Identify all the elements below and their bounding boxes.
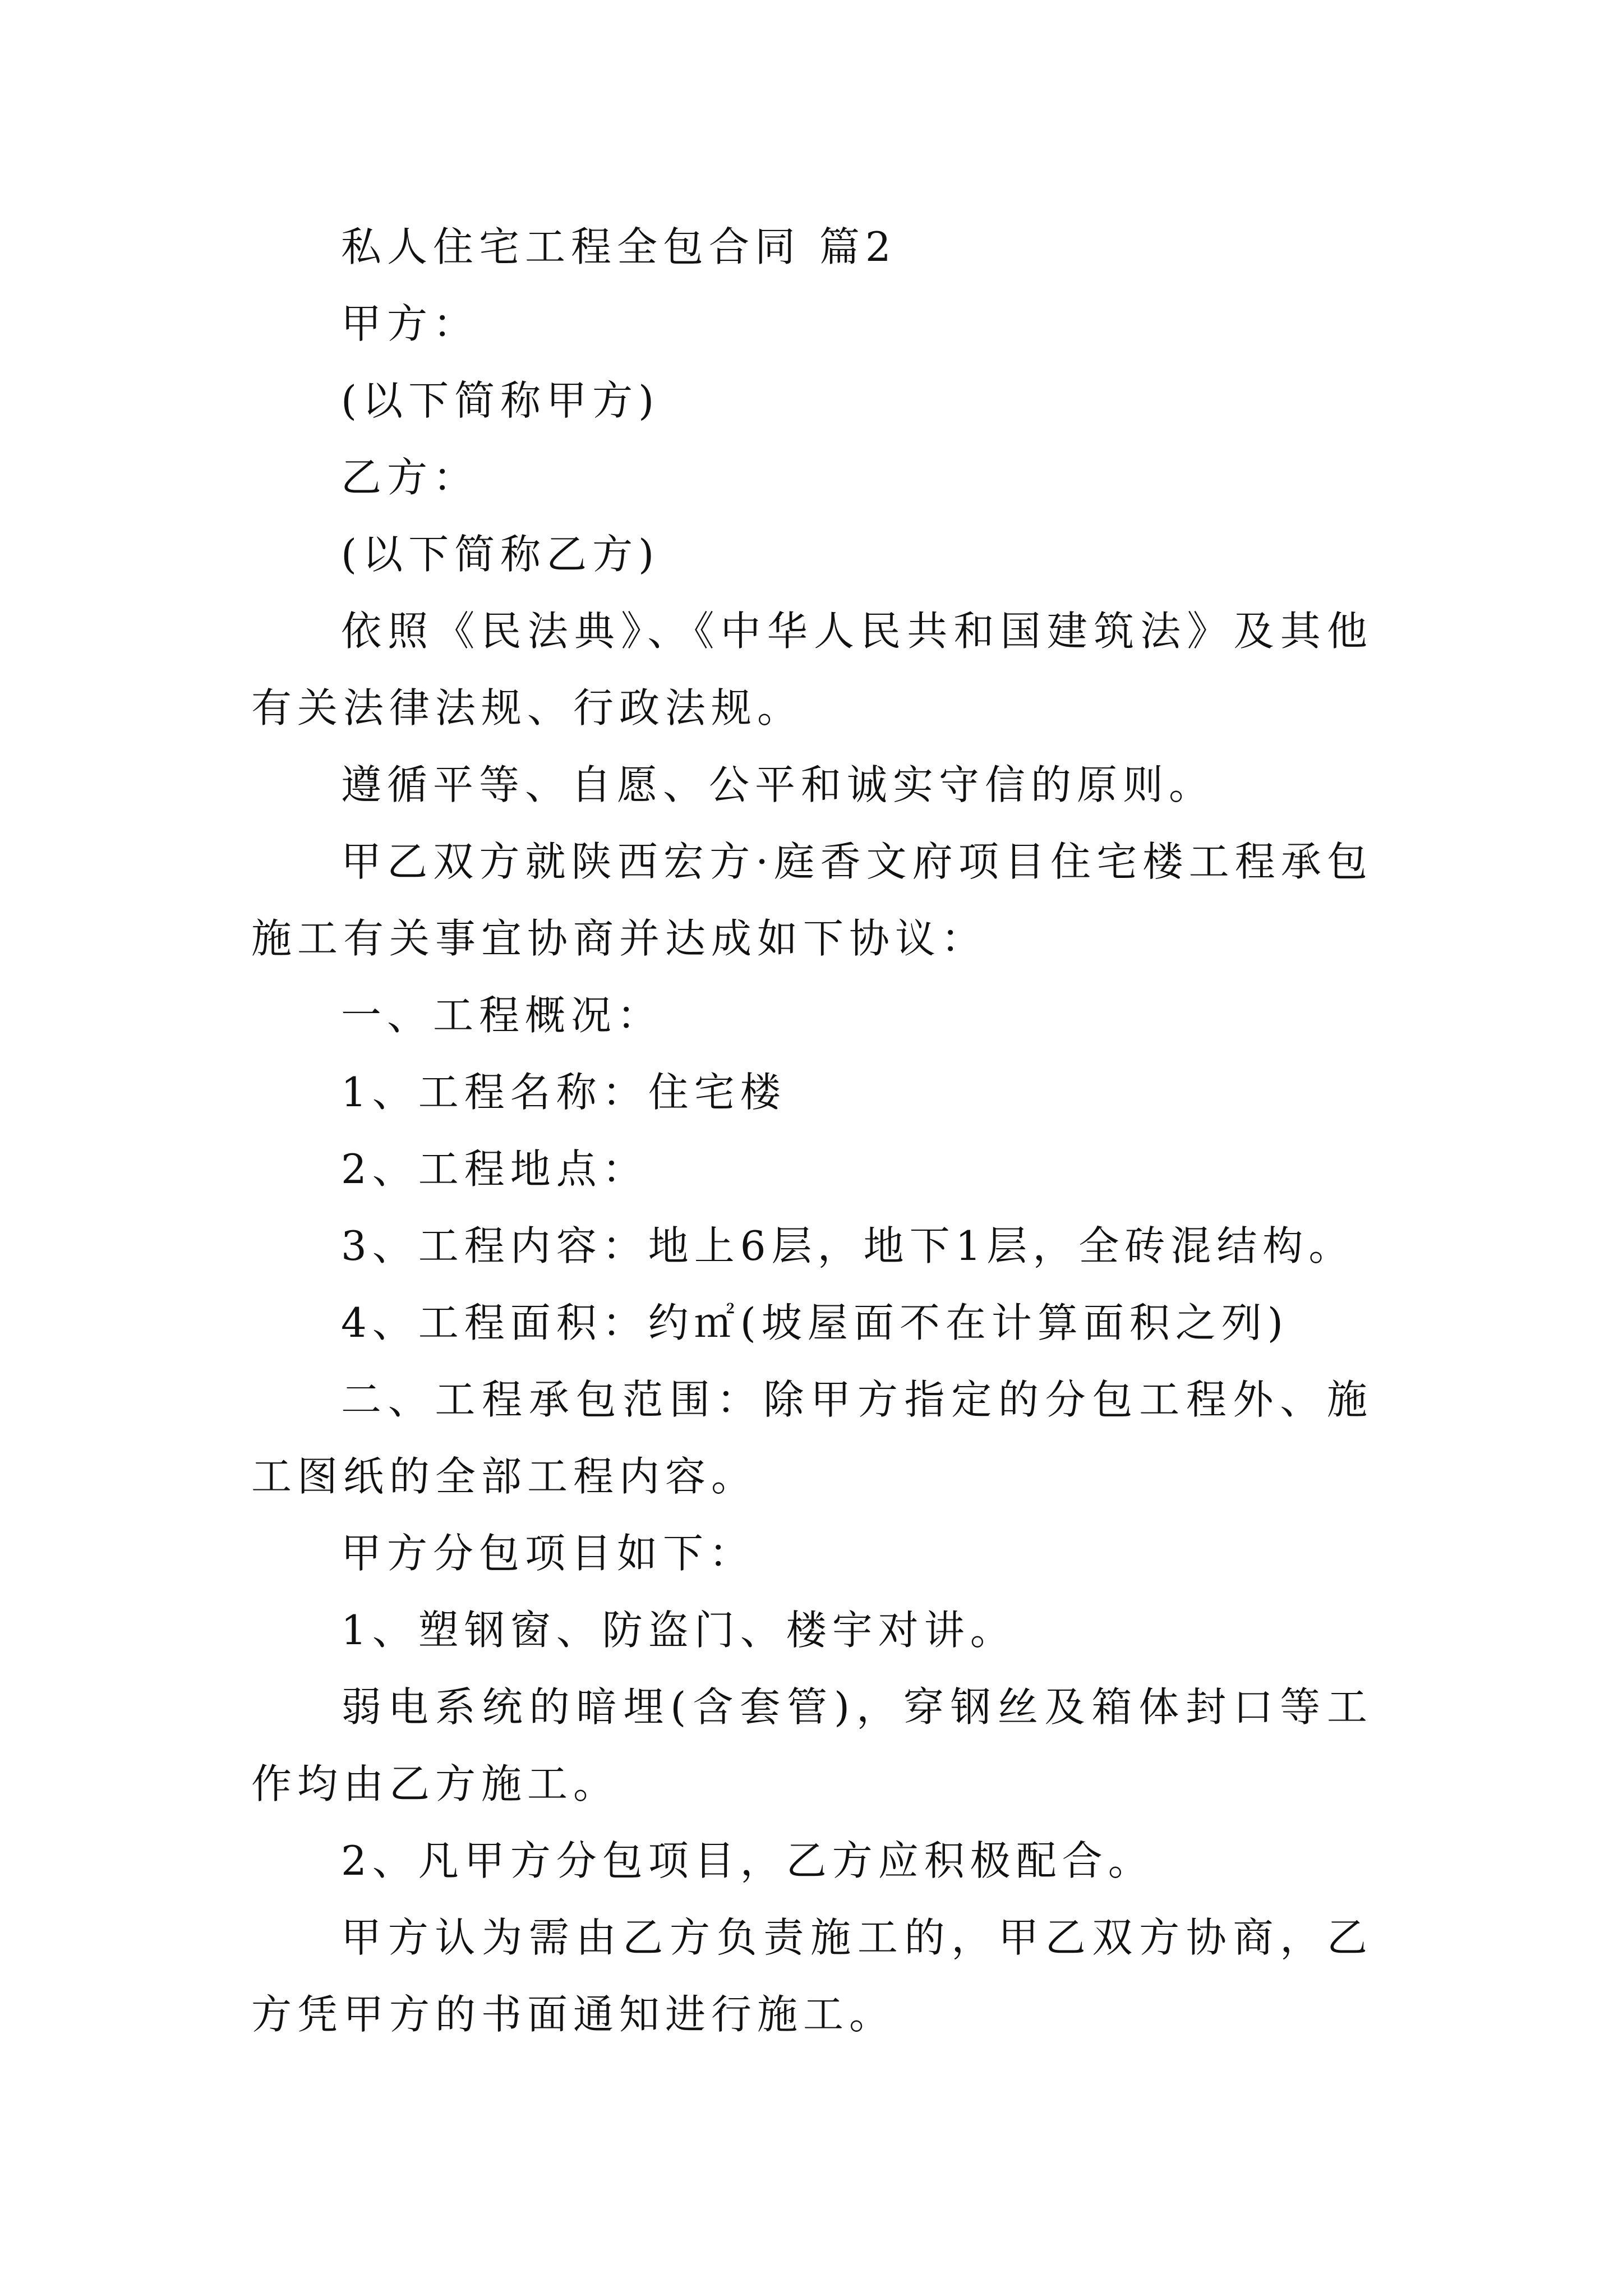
- project-name-item: 1、工程名称：住宅楼: [341, 1069, 786, 1116]
- section-heading-overview: 一、工程概况：: [341, 992, 663, 1039]
- principles-paragraph: 遵循平等、自愿、公平和诚实守信的原则。: [341, 761, 1215, 808]
- section-heading-scope: 二、工程承包范围：除甲方指定的分包工程外、施工图纸的全部工程内容。: [251, 1376, 1373, 1500]
- party-a-abbrev: (以下简称甲方): [341, 377, 660, 424]
- party-b-label: 乙方：: [341, 454, 479, 501]
- document-title: 私人住宅工程全包合同 篇2: [341, 223, 897, 270]
- party-b-abbrev: (以下简称乙方): [341, 531, 660, 578]
- subcontract-item-1: 1、塑钢窗、防盗门、楼宇对讲。: [341, 1607, 1016, 1654]
- party-a-label: 甲方：: [341, 300, 479, 347]
- written-notice-paragraph: 甲方认为需由乙方负责施工的，甲乙双方协商，乙方凭甲方的书面通知进行施工。: [251, 1914, 1373, 2038]
- subcontract-item-2: 2、凡甲方分包项目，乙方应积极配合。: [341, 1837, 1154, 1884]
- subcontract-list-intro: 甲方分包项目如下：: [341, 1530, 755, 1577]
- legal-basis-paragraph: 依照《民法典》、《中华人民共和国建筑法》及其他有关法律法规、行政法规。: [251, 608, 1373, 731]
- project-content-item: 3、工程内容：地上6层，地下1层，全砖混结构。: [341, 1222, 1355, 1269]
- agreement-intro-paragraph: 甲乙双方就陕西宏方·庭香文府项目住宅楼工程承包施工有关事宜协商并达成如下协议：: [251, 838, 1373, 962]
- project-area-item: 4、工程面积：约㎡(坡屋面不在计算面积之列): [341, 1299, 1289, 1346]
- low-voltage-paragraph: 弱电系统的暗埋(含套管)，穿钢丝及箱体封口等工作均由乙方施工。: [251, 1683, 1373, 1807]
- project-location-item: 2、工程地点：: [341, 1145, 648, 1193]
- document-body: [251, 209, 1373, 2053]
